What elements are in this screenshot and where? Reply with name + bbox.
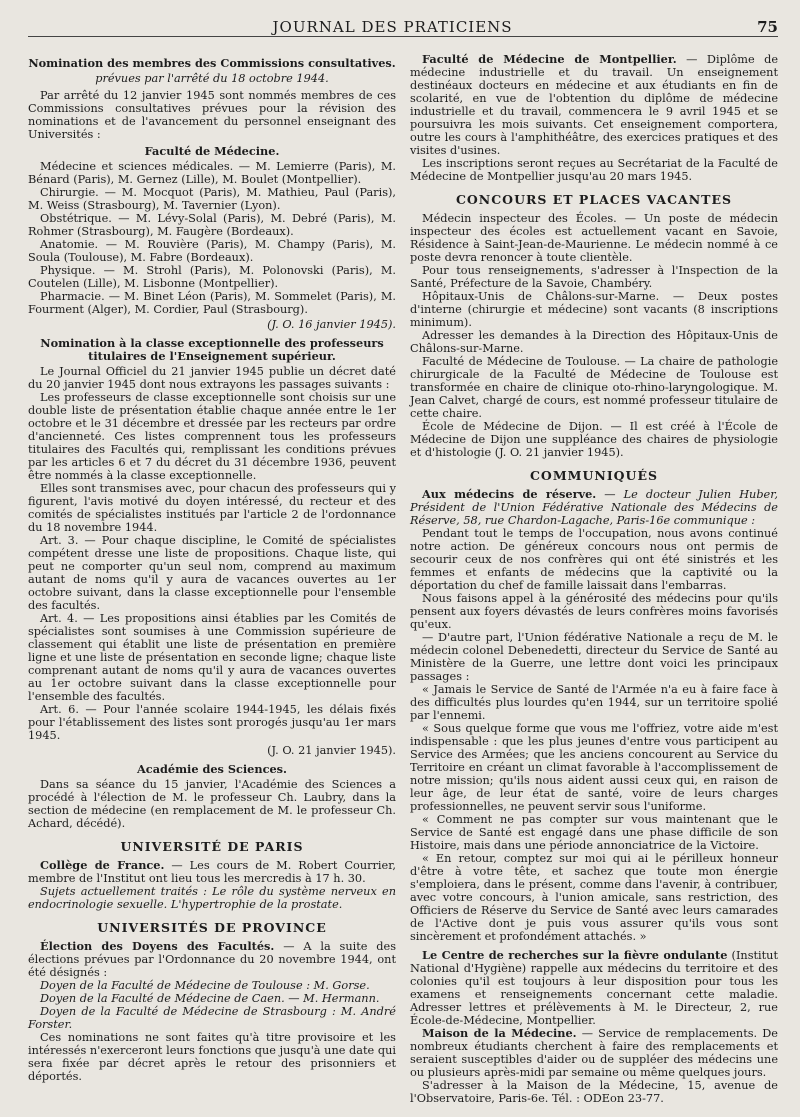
reference: (J. O. 21 janvier 1945).: [267, 744, 396, 757]
lead: Élection des Doyens des Facultés.: [40, 939, 275, 953]
journal-title: JOURNAL DES PRATICIENS: [272, 18, 513, 36]
paragraph: « Comment ne pas compter sur vous maintenant que le Service de Santé est engagé dans une phase difficile de son Histoire, mais dans une période annonciatrice de la Victoire.: [410, 813, 778, 852]
vacancy-item: Médecin inspecteur des Écoles. — Un poste de médecin inspecteur des écoles est actuellement vacant en Savoie, Résidence à Saint-Jean-de-Maurienne. Le médecin nommé à ce poste devra renoncer à toute clientèle.: [410, 212, 778, 264]
lead: Le Centre de recherches sur la fièvre ondulante: [422, 948, 728, 962]
right-column: [410, 53, 778, 1105]
lead: Collège de France.: [40, 858, 165, 872]
section-title: UNIVERSITÉS DE PROVINCE: [97, 920, 327, 935]
section-title: CONCOURS ET PLACES VACANTES: [455, 192, 733, 207]
paragraph: — A la suite des élections prévues par l'Ordonnance du 20 novembre 1944, ont été désignés :: [28, 940, 397, 979]
paragraph: — Le docteur Julien Huber, Président de l'Union Fédérative Nationale des Médecins de Réserve, 58, rue Chardon-Lagache, Paris-16e communique :: [410, 488, 778, 527]
commission-entry: Obstétrique. — M. Lévy-Solal (Paris), M. Debré (Paris), M. Rohmer (Strasbourg), M. Faugère (Bordeaux).: [28, 212, 396, 238]
paragraph: « Sous quelque forme que vous me l'offriez, votre aide m'est indispensable : que les plus jeunes d'entre vous participent au Service des Armées; que les anciens concourent au Service du Territoire en créant un climat favorable à l'accomplissement de notre mission; qu'ils nous aident aussi ceux qui, en raison de leur âge, de leur état de santé, voire de leurs charges professionnelles, ne peuvent servir sous l'uniforme.: [410, 722, 778, 813]
paragraph: Art. 3. — Pour chaque discipline, le Comité de spécialistes compétent dresse une liste de propositions. Chaque liste, qui peut ne comporter qu'un seul nom, comprend au maximum autant de noms qu'il y aura de vacances ouvertes au 1er octobre suivant, dans la classe exceptionnelle pour l'ensemble des facultés.: [28, 534, 396, 612]
section-subtitle: prévues par l'arrêté du 18 octobre 1944.: [95, 72, 329, 85]
dean-line: Doyen de la Faculté de Médecine de Toulouse : M. Gorse.: [40, 979, 370, 992]
paragraph: Art. 6. — Pour l'année scolaire 1944-1945, les délais fixés pour l'établissement des listes sont prorogés jusqu'au 1er mars 1945.: [28, 703, 396, 742]
reference: (J. O. 16 janvier 1945).: [267, 318, 396, 331]
commission-entry: Médecine et sciences médicales. — M. Lemierre (Paris), M. Bénard (Paris), M. Gernez (Lille), M. Boulet (Montpellier).: [28, 160, 396, 186]
paragraph: Pendant tout le temps de l'occupation, nous avons continué notre action. De généreux concours nous ont permis de secourir ceux de nos confrères qui ont été sinistrés et les femmes et enfants de médecins que la captivité ou la déportation du chef de famille laissait dans l'embarras.: [410, 527, 778, 592]
left-column: [28, 53, 396, 1105]
vacancy-item: Hôpitaux-Unis de Châlons-sur-Marne. — Deux postes d'interne (chirurgie et médecine) sont vacants (8 inscriptions minimum).: [410, 290, 778, 329]
paragraph: Dans sa séance du 15 janvier, l'Académie des Sciences a procédé à l'élection de M. le professeur Ch. Laubry, dans la section de médecine (en remplacement de M. le professeur Ch. Achard, décédé).: [28, 778, 396, 830]
vacancy-item: Pour tous renseignements, s'adresser à l'Inspection de la Santé, Préfecture de la Savoie, Chambéry.: [410, 264, 778, 290]
lead: Aux médecins de réserve.: [422, 487, 597, 501]
section-title: Nomination à la classe exceptionnelle des professeurs titulaires de l'Enseignement supérieur.: [40, 336, 384, 363]
commission-entry: Chirurgie. — M. Mocquot (Paris), M. Mathieu, Paul (Paris), M. Weiss (Strasbourg), M. Tavernier (Lyon).: [28, 186, 396, 212]
paragraph: « Jamais le Service de Santé de l'Armée n'a eu à faire face à des difficultés plus lourdes qu'en 1944, sur un territoire spolié par l'ennemi.: [410, 683, 778, 722]
paragraph: Le Journal Officiel du 21 janvier 1945 publie un décret daté du 20 janvier 1945 dont nous extrayons les passages suivants :: [28, 365, 396, 391]
paragraph: Nous faisons appel à la générosité des médecins pour qu'ils pensent aux foyers dévastés de leurs confrères moins favorisés qu'eux.: [410, 592, 778, 631]
vacancy-item: École de Médecine de Dijon. — Il est créé à l'École de Médecine de Dijon une suppléance des chaires de physiologie et d'histologie (J. O. 21 janvier 1945).: [410, 420, 778, 459]
section-title: COMMUNIQUÉS: [529, 468, 659, 483]
paragraph: Les inscriptions seront reçues au Secrétariat de la Faculté de Médecine de Montpellier jusqu'au 20 mars 1945.: [410, 157, 778, 183]
paragraph: S'adresser à la Maison de la Médecine, 15, avenue de l'Observatoire, Paris-6e. Tél. : ODEon 23-77.: [410, 1079, 778, 1105]
vacancy-item: Faculté de Médecine de Toulouse. — La chaire de pathologie chirurgicale de la Faculté de Médecine de Toulouse est transformée en chaire de clinique oto-rhino-laryngologique. M. Jean Calvet, chargé de cours, est nommé professeur titulaire de cette chaire.: [410, 355, 778, 420]
paragraph: — Diplôme de médecine industrielle et du travail. Un enseignement destinéaux docteurs en médecine et aux étudiants en fin de scolarité, en vue de l'obtention du diplôme de médecine industrielle et du travail, commencera le 9 avril 1945 et se poursuivra les mois suivants. Cet enseignement comportera, outre les cours à l'amphithéâtre, des exercices pratiques et des visites d'usines.: [410, 53, 779, 157]
paragraph: Ces nominations ne sont faites qu'à titre provisoire et les intéressés n'exerceront leurs fonctions que jusqu'à une date qui sera fixée par décret après le retour des prisonniers et déportés.: [28, 1031, 396, 1083]
vacancy-item: Adresser les demandes à la Direction des Hôpitaux-Unis de Châlons-sur-Marne.: [410, 329, 778, 355]
paragraph: — D'autre part, l'Union fédérative Nationale a reçu de M. le médecin colonel Debenedetti, directeur du Service de Santé au Ministère de la Guerre, une lettre dont voici les principaux passages :: [410, 631, 778, 683]
running-header: [28, 14, 778, 37]
section-title: UNIVERSITÉ DE PARIS: [120, 839, 304, 854]
faculty-heading: Faculté de Médecine.: [144, 144, 280, 158]
section-title: Académie des Sciences.: [137, 762, 287, 776]
dean-line: Doyen de la Faculté de Médecine de Caen. — M. Hermann.: [40, 992, 380, 1005]
page-number: 75: [757, 18, 778, 36]
lead: Faculté de Médecine de Montpellier.: [422, 52, 677, 66]
commission-entry: Anatomie. — M. Rouvière (Paris), M. Champy (Paris), M. Soula (Toulouse), M. Fabre (Bordeaux).: [28, 238, 396, 264]
lead: Maison de la Médecine.: [422, 1026, 577, 1040]
paragraph: (Institut National d'Hygiène) rappelle aux médecins du territoire et des colonies qu'il est toujours à leur disposition pour tous les examens et renseignements concernant cette maladie. Adresser lettres et prélèvements à M. le Directeur, 2, rue École-de-Médecine, Montpellier.: [410, 949, 778, 1027]
paragraph: Art. 4. — Les propositions ainsi établies par les Comités de spécialistes sont soumises à une Commission supérieure de classement qui établit une liste de présentation en première ligne et une liste de présentation en seconde ligne; chaque liste comprenant autant de noms qu'il y aura de vacances ouvertes au 1er octobre suivant dans la classe exceptionnelle pour l'ensemble des facultés.: [28, 612, 396, 703]
dean-line: Doyen de la Faculté de Médecine de Strasbourg : M. André Forster.: [28, 1005, 396, 1031]
paragraph: — Les cours de M. Robert Courrier, membre de l'Institut ont lieu tous les mercredis à 17 h. 30.: [28, 859, 396, 885]
paragraph: « En retour, comptez sur moi qui ai le périlleux honneur d'être à votre tête, et sachez que toute mon énergie s'emploiera, dans le présent, comme dans l'avenir, à contribuer, avec votre concours, à l'union amicale, sans restriction, des Officiers de Réserve du Service de Santé avec leurs camarades de l'Active dont je puis vous assurer qu'ils vous sont sincèrement et profondément attachés. »: [410, 852, 778, 943]
section-title: Nomination des membres des Commissions consultatives.: [28, 56, 396, 70]
paragraph: Sujets actuellement traités : Le rôle du système nerveux en endocrinologie sexuelle. L'hypertrophie de la prostate.: [28, 885, 396, 911]
paragraph: — Service de remplacements. De nombreux étudiants cherchent à faire des remplacements et seraient susceptibles d'aider ou de suppléer des médecins une ou plusieurs après-midi par semaine ou même quelques jours.: [410, 1027, 778, 1079]
paragraph: Par arrêté du 12 janvier 1945 sont nommés membres de ces Commissions consultatives prévues pour la révision des nominations et de l'avancement du personnel enseignant des Universités :: [28, 89, 396, 141]
commission-entry: Pharmacie. — M. Binet Léon (Paris), M. Sommelet (Paris), M. Fourment (Alger), M. Cordier, Paul (Strasbourg).: [28, 290, 396, 316]
commission-entry: Physique. — M. Strohl (Paris), M. Polonovski (Paris), M. Coutelen (Lille), M. Lisbonne (Montpellier).: [28, 264, 396, 290]
paragraph: Elles sont transmises avec, pour chacun des professeurs qui y figurent, l'avis motivé du doyen intéressé, du recteur et des comités de spécialistes institués par l'article 2 de l'ordonnance du 18 novembre 1944.: [28, 482, 396, 534]
paragraph: Les professeurs de classe exceptionnelle sont choisis sur une double liste de présentation établie chaque année entre le 1er octobre et le 31 décembre et dressée par les recteurs par ordre d'ancienneté. Ces listes comprennent tous les professeurs titulaires des Facultés qui, remplissant les conditions prévues par les articles 6 et 7 du décret du 31 décembre 1936, peuvent être nommés à la classe exceptionnelle.: [28, 391, 396, 482]
